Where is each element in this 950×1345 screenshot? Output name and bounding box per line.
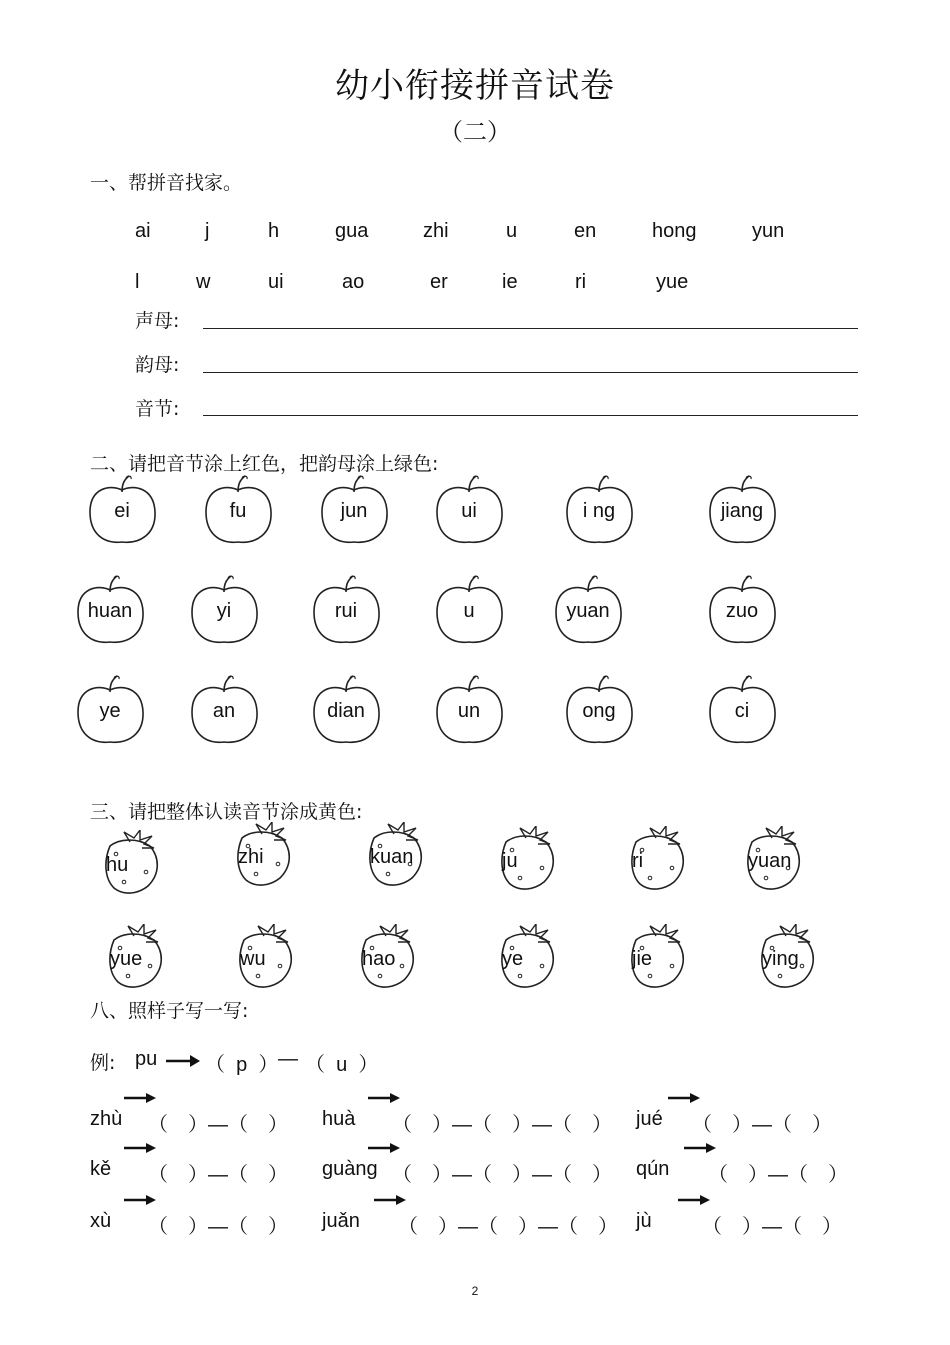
strawberry-label: ying bbox=[762, 948, 799, 970]
apple-label: u bbox=[463, 600, 475, 622]
strawberry-item[interactable] bbox=[228, 924, 308, 1004]
strawberry-item[interactable] bbox=[620, 826, 700, 906]
split-word: jué bbox=[636, 1108, 663, 1130]
strawberry-item[interactable] bbox=[620, 924, 700, 1004]
arrow-icon bbox=[166, 1054, 200, 1068]
pinyin-item: hong bbox=[652, 220, 697, 242]
answer-blanks[interactable]: （ ）—（ ）—（ ） bbox=[398, 1216, 618, 1238]
apple-label: ui bbox=[461, 500, 477, 522]
pinyin-item: ao bbox=[342, 271, 365, 293]
apple-item[interactable] bbox=[314, 472, 394, 552]
strawberry-item[interactable] bbox=[98, 924, 178, 1004]
section3-heading: 三、请把整体认读音节涂成黄色: bbox=[90, 801, 363, 823]
strawberry-item[interactable] bbox=[358, 822, 438, 902]
arrow-icon bbox=[124, 1194, 156, 1206]
syllables-label: 音节: bbox=[135, 398, 180, 420]
pinyin-item: l bbox=[135, 271, 140, 293]
apple-label: huan bbox=[87, 600, 133, 622]
arrow-icon bbox=[124, 1092, 156, 1104]
pinyin-item: zhi bbox=[423, 220, 449, 242]
apple-label: ei bbox=[114, 500, 130, 522]
answer-blanks[interactable]: （ ）—（ ）—（ ） bbox=[392, 1114, 612, 1136]
apple-item[interactable] bbox=[429, 672, 509, 752]
strawberry-item[interactable] bbox=[94, 830, 174, 910]
apple-item[interactable] bbox=[184, 572, 264, 652]
apple-item[interactable] bbox=[82, 472, 162, 552]
answer-blanks[interactable]: （ ）—（ ） bbox=[708, 1164, 848, 1186]
section2-heading: 二、请把音节涂上红色，把韵母涂上绿色: bbox=[90, 453, 439, 475]
apple-label: yi bbox=[216, 600, 232, 622]
pinyin-item: en bbox=[574, 220, 597, 242]
split-word: kě bbox=[90, 1158, 112, 1180]
strawberry-label: jie bbox=[632, 948, 653, 970]
strawberry-item[interactable] bbox=[350, 924, 430, 1004]
answer-blanks[interactable]: （ ）—（ ） bbox=[692, 1114, 832, 1136]
split-word: zhù bbox=[90, 1108, 123, 1130]
section1-heading: 一、帮拼音找家。 bbox=[90, 172, 243, 194]
answer-blanks[interactable]: （ ）—（ ）—（ ） bbox=[392, 1164, 612, 1186]
strawberry-item[interactable] bbox=[490, 924, 570, 1004]
section8-heading: 八、照样子写一写: bbox=[90, 1000, 249, 1022]
example-dash: — bbox=[278, 1048, 298, 1070]
answer-blanks[interactable]: （ ）—（ ） bbox=[148, 1164, 288, 1186]
apple-label: rui bbox=[334, 600, 358, 622]
arrow-icon bbox=[368, 1092, 400, 1104]
apple-label: i ng bbox=[582, 500, 616, 522]
answer-blanks[interactable]: （ ）—（ ） bbox=[148, 1216, 288, 1238]
apple-label: yuan bbox=[566, 600, 610, 622]
pinyin-item: yue bbox=[656, 271, 689, 293]
apple-item[interactable] bbox=[198, 472, 278, 552]
split-word: jù bbox=[636, 1210, 652, 1232]
strawberry-label: hu bbox=[106, 854, 129, 876]
page-number: 2 bbox=[471, 1284, 479, 1298]
pinyin-item: j bbox=[205, 220, 210, 242]
answer-blanks[interactable]: （ ）—（ ） bbox=[148, 1114, 288, 1136]
apple-label: jiang bbox=[720, 500, 764, 522]
pinyin-item: h bbox=[268, 220, 280, 242]
initials-answer-line[interactable] bbox=[203, 328, 858, 329]
strawberry-item[interactable] bbox=[490, 826, 570, 906]
strawberry-label: ri bbox=[632, 850, 644, 872]
arrow-icon bbox=[668, 1092, 700, 1104]
page-title: 幼小衔接拼音试卷 bbox=[335, 66, 615, 106]
split-word: guàng bbox=[322, 1158, 378, 1180]
pinyin-item: u bbox=[506, 220, 518, 242]
pinyin-item: w bbox=[196, 271, 211, 293]
apple-label: ong bbox=[582, 700, 616, 722]
answer-blanks[interactable]: （ ）—（ ） bbox=[702, 1216, 842, 1238]
split-word: xù bbox=[90, 1210, 112, 1232]
apple-label: un bbox=[457, 700, 481, 722]
pinyin-item: ai bbox=[135, 220, 151, 242]
apple-item[interactable] bbox=[702, 672, 782, 752]
apple-label: fu bbox=[229, 500, 247, 522]
apple-item[interactable] bbox=[429, 472, 509, 552]
page-subtitle: （二） bbox=[439, 118, 511, 146]
apple-item[interactable] bbox=[548, 572, 628, 652]
pinyin-item: ri bbox=[575, 271, 587, 293]
arrow-icon bbox=[368, 1142, 400, 1154]
strawberry-label: yuan bbox=[748, 850, 792, 872]
apple-item[interactable] bbox=[70, 672, 150, 752]
apple-item[interactable] bbox=[429, 572, 509, 652]
syllables-answer-line[interactable] bbox=[203, 415, 858, 416]
pinyin-item: gua bbox=[335, 220, 369, 242]
strawberry-label: hao bbox=[362, 948, 396, 970]
arrow-icon bbox=[374, 1194, 406, 1206]
pinyin-item: yun bbox=[752, 220, 785, 242]
apple-item[interactable] bbox=[559, 672, 639, 752]
finals-label: 韵母: bbox=[135, 354, 180, 376]
apple-item[interactable] bbox=[702, 572, 782, 652]
strawberry-label: ye bbox=[502, 948, 524, 970]
example-word: pu bbox=[135, 1048, 158, 1070]
arrow-icon bbox=[124, 1142, 156, 1154]
apple-item[interactable] bbox=[306, 572, 386, 652]
strawberry-label: kuan bbox=[370, 846, 414, 868]
initials-label: 声母: bbox=[135, 310, 180, 332]
apple-item[interactable] bbox=[70, 572, 150, 652]
apple-label: zuo bbox=[725, 600, 759, 622]
apple-label: dian bbox=[327, 700, 365, 722]
example-answer-2: （ u ） bbox=[305, 1054, 379, 1076]
pinyin-item: ui bbox=[268, 271, 284, 293]
strawberry-label: ju bbox=[502, 850, 518, 872]
apple-item[interactable] bbox=[306, 672, 386, 752]
pinyin-item: ie bbox=[502, 271, 518, 293]
split-word: qún bbox=[636, 1158, 670, 1180]
strawberry-label: zhi bbox=[238, 846, 264, 868]
arrow-icon bbox=[684, 1142, 716, 1154]
split-word: juǎn bbox=[322, 1210, 360, 1232]
split-word: huà bbox=[322, 1108, 356, 1130]
apple-label: ci bbox=[734, 700, 750, 722]
strawberry-item[interactable] bbox=[736, 826, 816, 906]
apple-item[interactable] bbox=[702, 472, 782, 552]
apple-label: jun bbox=[340, 500, 368, 522]
apple-label: ye bbox=[99, 700, 121, 722]
example-answer-1: （ p ） bbox=[205, 1054, 279, 1076]
strawberry-item[interactable] bbox=[226, 822, 306, 902]
strawberry-label: wu bbox=[240, 948, 266, 970]
strawberry-item[interactable] bbox=[750, 924, 830, 1004]
pinyin-item: er bbox=[430, 271, 448, 293]
apple-item[interactable] bbox=[184, 672, 264, 752]
apple-label: an bbox=[212, 700, 236, 722]
example-label: 例: bbox=[90, 1052, 116, 1074]
apple-item[interactable] bbox=[559, 472, 639, 552]
arrow-icon bbox=[678, 1194, 710, 1206]
strawberry-label: yue bbox=[110, 948, 143, 970]
finals-answer-line[interactable] bbox=[203, 372, 858, 373]
